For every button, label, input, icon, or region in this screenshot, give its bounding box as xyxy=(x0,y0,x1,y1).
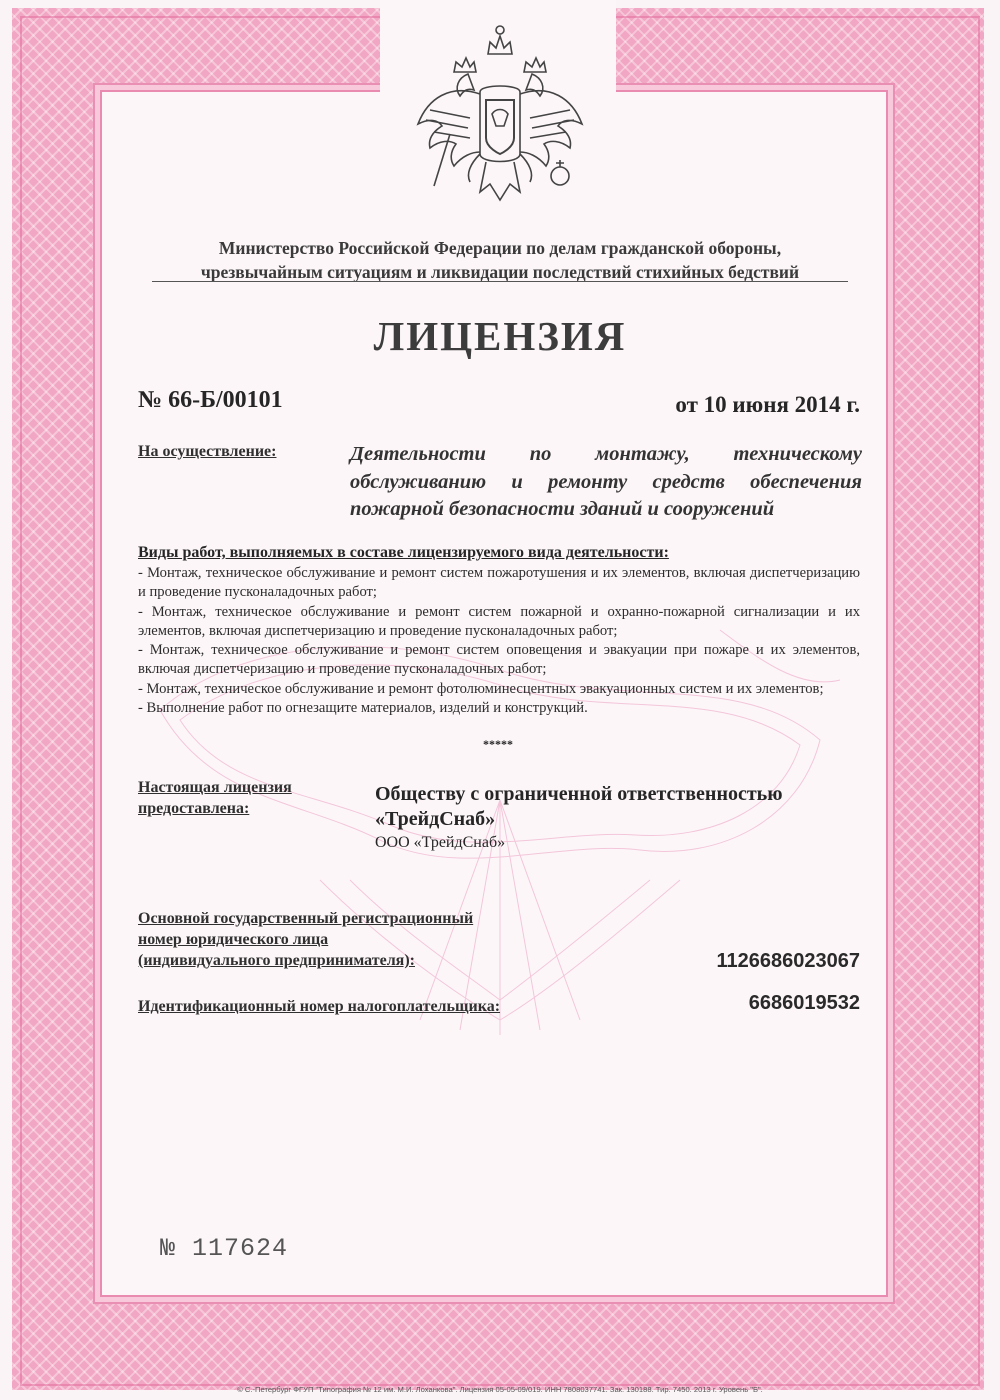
inn-value: 6686019532 xyxy=(748,992,860,1014)
document-title: ЛИЦЕНЗИЯ xyxy=(373,313,627,359)
license-date: от 10 июня 2014 г. xyxy=(675,392,860,417)
ministry-underline xyxy=(152,281,848,282)
works-list-item: - Выполнение работ по огнезащите материалов, изделий и конструкций. xyxy=(138,700,588,717)
ogrn-label-line-3: (индивидуального предпринимателя): xyxy=(138,952,415,969)
activity-description: Деятельности по монтажу, техническому обслуживанию и ремонту средств обеспечения пожарной безопасности зданий и сооружений xyxy=(350,443,862,520)
ogrn-label-line-1: Основной государственный регистрационный xyxy=(138,910,474,927)
organization-full-name: Обществу с ограниченной ответственностью «ТрейдСнаб» xyxy=(375,783,783,830)
section-separator: ***** xyxy=(483,737,513,751)
ministry-line-2: чрезвычайным ситуациям и ликвидации последствий стихийных бедствий xyxy=(200,262,800,282)
ministry-line-1: Министерство Российской Федерации по делам гражданской обороны, xyxy=(218,238,782,258)
double-headed-eagle-icon xyxy=(410,14,590,210)
grantee-label xyxy=(138,777,292,819)
blank-serial-number: № 117624 xyxy=(160,1234,289,1263)
grantee-label-line-1: Настоящая лицензия xyxy=(138,779,292,796)
organization-short-name: ООО «ТрейдСнаб» xyxy=(375,834,506,851)
works-list-item: - Монтаж, техническое обслуживание и ремонт фотолюминесцентных эвакуационных систем и их элементов; xyxy=(138,680,824,697)
ogrn-label xyxy=(138,908,473,971)
ogrn-label-line-2: номер юридического лица xyxy=(138,931,329,948)
works-list xyxy=(138,564,860,718)
works-list-item: - Монтаж, техническое обслуживание и ремонт систем пожаротушения и их элементов, включая диспетчеризацию и проведение пусконаладочных работ; xyxy=(138,565,860,601)
works-list-item: - Монтаж, техническое обслуживание и ремонт систем пожарной и охранно-пожарной сигнализации и их элементов, включая диспетчеризацию и проведение пусконаладочных работ; xyxy=(138,603,860,639)
ministry-name xyxy=(130,236,870,284)
inn-label: Идентификационный номер налогоплательщика: xyxy=(138,998,501,1015)
ogrn-value: 1126686023067 xyxy=(716,950,860,972)
works-list-item: - Монтаж, техническое обслуживание и ремонт систем оповещения и эвакуации при пожаре и их элементов, включая диспетчеризацию и проведение пусконаладочных работ; xyxy=(138,642,860,678)
printer-imprint: © С.-Петербург ФГУП "Типография № 12 им. М.И. Лоханкова". Лицензия 05-05-09/019. ИНН 7808037741. Зак. 130188. Тир. 7450. 2013 г. Уровень "Б". xyxy=(237,1385,763,1394)
grantee-label-line-2: предоставлена: xyxy=(138,800,250,817)
works-heading: Виды работ, выполняемых в составе лицензируемого вида деятельности: xyxy=(138,544,669,561)
license-number: № 66-Б/00101 xyxy=(138,387,283,413)
activity-label: На осуществление: xyxy=(138,443,277,460)
